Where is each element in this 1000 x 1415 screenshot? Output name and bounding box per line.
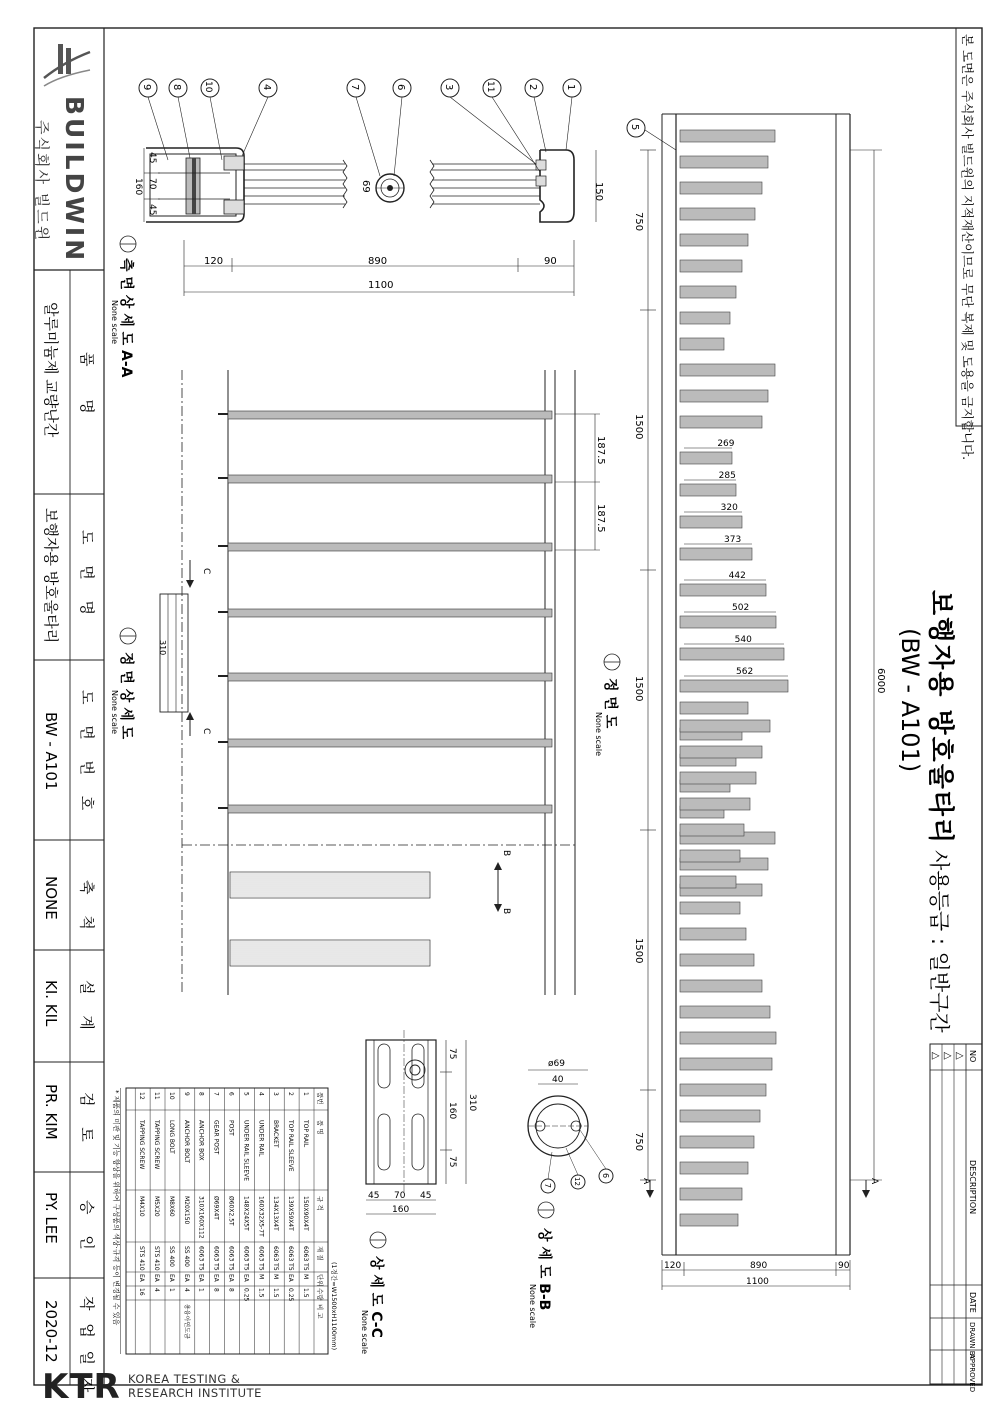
bom-cell: 8 bbox=[227, 1288, 235, 1292]
callouts bbox=[139, 79, 676, 176]
rev-mark-3: △ bbox=[930, 1052, 941, 1060]
review-label: 검 토 bbox=[78, 1092, 96, 1150]
front-view-rail bbox=[680, 980, 762, 992]
bom-cell: 5 bbox=[242, 1092, 250, 1096]
ktr-logo: KTR bbox=[42, 1367, 121, 1407]
callout-7: 7 bbox=[349, 84, 360, 91]
bom-unit-note: (1경간=W1500xH1100mm) bbox=[330, 1262, 338, 1351]
bom-cell: 1.5 bbox=[302, 1288, 309, 1298]
front-view-rail-labeled bbox=[680, 516, 742, 528]
front-view-rail bbox=[680, 130, 775, 142]
detail-bb-note: None scale bbox=[528, 1284, 537, 1329]
bom-cell: 6063 T5 bbox=[272, 1246, 280, 1271]
bom-cell: 150X90X4T bbox=[302, 1196, 309, 1231]
front-detail-rail-2 bbox=[228, 475, 552, 483]
bb-callout-12: 12 bbox=[573, 1177, 581, 1186]
side-view-title: 측 면 상 세 도 A-A bbox=[118, 258, 134, 378]
approve-label: 승 인 bbox=[78, 1200, 96, 1258]
bom-cell: Ø69X4T bbox=[212, 1196, 220, 1220]
bom-cell: 134X13X4T bbox=[272, 1196, 280, 1231]
bom-cell: EA bbox=[287, 1274, 295, 1282]
bom-cell: 6063 T5 bbox=[197, 1246, 205, 1271]
front-view-rail bbox=[680, 234, 748, 246]
callout-8: 8 bbox=[171, 84, 182, 91]
section-mark-c-1: C bbox=[201, 568, 211, 575]
callout-9: 9 bbox=[141, 84, 152, 91]
revision-table bbox=[930, 1044, 982, 1392]
front-view-rail-labeled bbox=[680, 484, 736, 496]
date-value: 2020-12 bbox=[42, 1300, 60, 1363]
bom-cell: TAPPING SCREW bbox=[138, 1120, 146, 1170]
bom-cell: UNDER RAIL SLEEVE bbox=[242, 1120, 250, 1182]
bom-cell: LONG BOLT bbox=[167, 1120, 175, 1154]
rev-mark-2: △ bbox=[942, 1052, 953, 1060]
front-view-rail-dim: 540 bbox=[734, 635, 752, 645]
front-view-rail bbox=[680, 182, 762, 194]
front-view-title: 정 면 도 bbox=[602, 678, 618, 729]
drawing-title-sub: (BW - A101) bbox=[896, 628, 924, 773]
detail-cc-view bbox=[360, 1030, 477, 1354]
front-view-rail-dim: 269 bbox=[717, 439, 735, 449]
bom-table bbox=[112, 1088, 339, 1354]
front-view-rail bbox=[680, 876, 736, 888]
front-view-rail-dim: 562 bbox=[736, 667, 754, 677]
bom-cell: EA bbox=[138, 1274, 146, 1282]
front-detail-dim-b: 187.5 bbox=[595, 504, 606, 533]
front-detail-view bbox=[110, 370, 606, 995]
front-view-rail-dim: 320 bbox=[720, 503, 738, 513]
bom-cell: TOP RAIL bbox=[302, 1120, 309, 1148]
side-dim-150: 150 bbox=[593, 182, 604, 202]
bom-cell: EA bbox=[182, 1274, 190, 1282]
bom-header-cell: 규 격 bbox=[316, 1196, 324, 1211]
front-dim-bottom-120: 120 bbox=[664, 1261, 682, 1271]
bom-cell: M8X60 bbox=[167, 1196, 175, 1217]
bom-cell: 6063 T5 bbox=[227, 1246, 235, 1271]
callout-3: 3 bbox=[443, 84, 454, 91]
bom-cell: 9 bbox=[182, 1092, 190, 1096]
front-view-rail bbox=[680, 798, 750, 810]
bom-header-cell: 단위 bbox=[316, 1274, 324, 1287]
rev-description-header: DESCRIPTION bbox=[968, 1160, 977, 1215]
bom-header-cell: 품번 bbox=[316, 1092, 324, 1105]
side-dim-1100: 1100 bbox=[368, 280, 394, 291]
front-view-rail bbox=[680, 286, 736, 298]
cc-dim-75-a: 75 bbox=[447, 1048, 457, 1060]
bom-cell: 6063 T5 bbox=[257, 1246, 265, 1271]
callout-10: 10 bbox=[203, 81, 213, 93]
bom-cell: BRACKET bbox=[272, 1120, 280, 1148]
bom-cell: 4 bbox=[153, 1288, 160, 1292]
front-view-rail bbox=[680, 1084, 766, 1096]
rev-date-header: DATE bbox=[968, 1292, 977, 1313]
front-view-rail bbox=[680, 1188, 742, 1200]
bom-cell: UNDER RAIL bbox=[257, 1120, 265, 1157]
front-view-rail bbox=[680, 156, 768, 168]
front-view-rail-labeled bbox=[680, 648, 784, 660]
front-view-rail-labeled bbox=[680, 548, 752, 560]
front-detail-rail-3 bbox=[228, 543, 552, 551]
bb-dim-40: 40 bbox=[552, 1075, 564, 1085]
ktr-line-2: RESEARCH INSTITUTE bbox=[128, 1386, 262, 1400]
section-mark-a-1: A bbox=[641, 1178, 651, 1185]
detail-cc-note: None scale bbox=[360, 1310, 369, 1355]
section-mark-b-1: B bbox=[501, 850, 511, 857]
bom-cell: TOP RAIL SLEEVE bbox=[287, 1120, 295, 1172]
side-dim-base-b: 70 bbox=[147, 178, 157, 190]
rev-mark-1: △ bbox=[954, 1052, 965, 1060]
company-logo bbox=[44, 44, 90, 86]
rev-approved-header: APPROVED bbox=[968, 1354, 976, 1393]
side-dim-120: 120 bbox=[204, 256, 224, 267]
drawing-name-value: 보행자용 방호울타리 bbox=[42, 508, 60, 644]
bom-cell: 139X59X4T bbox=[287, 1196, 295, 1231]
front-view-note: None scale bbox=[594, 712, 603, 757]
bom-cell: 0.25 bbox=[287, 1288, 295, 1302]
design-label: 설 계 bbox=[78, 980, 96, 1038]
bom-cell: M bbox=[272, 1274, 280, 1280]
front-view-rail bbox=[680, 208, 755, 220]
front-detail-rail-4 bbox=[228, 609, 552, 617]
bom-cell: EA bbox=[153, 1274, 160, 1282]
bom-cell: 10 bbox=[167, 1092, 175, 1100]
front-view-rail-labeled bbox=[680, 452, 732, 464]
front-view-rail bbox=[680, 824, 744, 836]
front-view-rail bbox=[680, 746, 762, 758]
front-dim-750-bottom: 750 bbox=[633, 1132, 644, 1152]
bom-cell: 1.5 bbox=[272, 1288, 280, 1298]
bom-cell: 1.5 bbox=[257, 1288, 265, 1298]
cc-dim-160-h: 160 bbox=[447, 1102, 457, 1120]
bom-cell: POST bbox=[227, 1120, 235, 1136]
front-view-rail bbox=[680, 954, 754, 966]
front-view-rail-labeled bbox=[680, 584, 766, 596]
front-view-rail-dim: 442 bbox=[728, 571, 746, 581]
bom-cell: 12 bbox=[138, 1092, 146, 1100]
front-view-rail-labeled bbox=[680, 680, 788, 692]
ktr-line-1: KOREA TESTING & bbox=[128, 1372, 241, 1386]
front-dim-1500-b: 1500 bbox=[633, 676, 644, 702]
bom-cell: 6063 T5 bbox=[302, 1246, 309, 1271]
cc-dim-75-b: 75 bbox=[447, 1156, 457, 1168]
side-section-view bbox=[110, 148, 604, 378]
section-mark-b-2: B bbox=[501, 908, 511, 915]
side-dim-base-total: 160 bbox=[133, 178, 143, 196]
front-detail-dim-a: 187.5 bbox=[595, 436, 606, 465]
front-dim-1500-a: 1500 bbox=[633, 414, 644, 440]
front-view-rail bbox=[680, 1110, 760, 1122]
front-view-rail-dim: 373 bbox=[724, 535, 742, 545]
review-value: PR. KIM bbox=[42, 1084, 60, 1140]
front-dim-bottom-90: 90 bbox=[838, 1261, 850, 1271]
front-view-rail bbox=[680, 772, 756, 784]
bb-callout-6: 6 bbox=[601, 1173, 610, 1179]
bom-cell: 1 bbox=[167, 1288, 175, 1292]
drawing-title-main: 보행자용 방호울타리 bbox=[925, 590, 955, 846]
bom-cell: 160X32X5-7T bbox=[257, 1196, 265, 1237]
front-view-rail-dim: 285 bbox=[718, 471, 736, 481]
front-detail-rail-5 bbox=[228, 673, 552, 681]
callout-6: 6 bbox=[395, 84, 406, 91]
front-detail-rail-1 bbox=[228, 411, 552, 419]
company-logo-text: BUILDWIN bbox=[60, 96, 89, 264]
front-view-rail bbox=[680, 1006, 770, 1018]
bom-cell: 3 bbox=[272, 1092, 280, 1096]
cc-dim-70: 70 bbox=[394, 1191, 406, 1201]
date-label: 작 업 일 자 bbox=[78, 1296, 96, 1397]
detail-bb-title: 상 세 도 B-B bbox=[536, 1228, 552, 1311]
bom-cell: EA bbox=[212, 1274, 220, 1282]
bom-cell: SS 400 bbox=[167, 1246, 175, 1267]
bom-cell: 2 bbox=[287, 1092, 295, 1096]
front-view-rail bbox=[680, 416, 762, 428]
bom-cell: M4X10 bbox=[138, 1196, 146, 1217]
bom-cell: M5X20 bbox=[153, 1196, 160, 1217]
front-view-rail bbox=[680, 260, 742, 272]
side-dim-base-c: 45 bbox=[147, 204, 157, 216]
detail-bb-view bbox=[528, 1059, 613, 1328]
front-view-rail bbox=[680, 338, 724, 350]
front-view-rail-dim: 502 bbox=[732, 603, 750, 613]
bom-cell: M bbox=[257, 1274, 265, 1280]
callout-5: 5 bbox=[629, 124, 640, 131]
bom-cell: EA bbox=[167, 1274, 175, 1282]
front-view-rail bbox=[680, 1058, 772, 1070]
bom-cell: 148X24X5T bbox=[242, 1196, 250, 1231]
bom-cell: EA bbox=[242, 1274, 250, 1282]
detail-cc-title: 상 세 도 C-C bbox=[368, 1256, 384, 1338]
side-dim-69: 69 bbox=[360, 180, 371, 193]
notice-box bbox=[956, 28, 982, 460]
bom-cell: 16 bbox=[138, 1288, 146, 1296]
bom-cell: 6063 T5 bbox=[287, 1246, 295, 1271]
bom-cell: STS 410 bbox=[138, 1246, 146, 1271]
ktr-institute-name bbox=[128, 1372, 262, 1400]
bom-cell: STS 410 bbox=[153, 1246, 160, 1271]
front-dim-1500-c: 1500 bbox=[633, 938, 644, 964]
bom-cell: SS 400 bbox=[182, 1246, 190, 1267]
front-view-rail bbox=[680, 850, 740, 862]
front-detail-dim-310: 310 bbox=[158, 640, 167, 656]
side-dim-90: 90 bbox=[544, 256, 557, 267]
front-dim-750-top: 750 bbox=[633, 212, 644, 232]
bom-cell: 1 bbox=[197, 1288, 205, 1292]
side-view-note: None scale bbox=[110, 300, 119, 345]
scale-value: NONE bbox=[42, 876, 60, 920]
drawing-no-value: BW - A101 bbox=[42, 712, 60, 791]
front-view-rail bbox=[680, 702, 748, 714]
bom-cell: 0.25 bbox=[242, 1288, 250, 1302]
front-view-rail bbox=[680, 364, 775, 376]
front-detail-note: None scale bbox=[110, 690, 119, 735]
cc-dim-45-a: 45 bbox=[368, 1191, 380, 1201]
section-mark-c-2: C bbox=[201, 728, 211, 735]
front-view-rails bbox=[680, 130, 788, 1226]
callout-2: 2 bbox=[527, 84, 538, 91]
bom-cell: 6063 T5 bbox=[242, 1246, 250, 1271]
bom-cell: ANCHOR BOLT bbox=[182, 1120, 190, 1164]
approve-value: PY. LEE bbox=[42, 1192, 60, 1244]
bom-cell: M20X150 bbox=[182, 1196, 190, 1225]
product-value: 알루미늄제 교량난간 bbox=[42, 302, 60, 438]
bom-header-cell: 비 고 bbox=[316, 1304, 324, 1319]
front-view-rail bbox=[680, 390, 768, 402]
bom-header-cell: 수량 bbox=[316, 1288, 324, 1301]
rev-no-header: NO bbox=[968, 1050, 977, 1063]
bom-cell: 7 bbox=[212, 1092, 220, 1096]
scale-label: 축 척 bbox=[78, 880, 96, 938]
bom-cell: 6 bbox=[227, 1092, 235, 1096]
side-dim-890: 890 bbox=[368, 256, 388, 267]
cc-dim-310: 310 bbox=[467, 1094, 477, 1112]
bom-cell: 4 bbox=[257, 1092, 265, 1096]
front-view-rail bbox=[680, 902, 740, 914]
front-detail-rail-6 bbox=[228, 739, 552, 747]
rev-drawn-header: DRAWN BY bbox=[968, 1322, 976, 1360]
bom-cell: EA bbox=[197, 1274, 205, 1282]
bb-dim-69: ø69 bbox=[548, 1059, 565, 1069]
cc-dim-45-b: 45 bbox=[420, 1191, 432, 1201]
front-view-rail bbox=[680, 928, 746, 940]
front-view-rail-labeled bbox=[680, 616, 776, 628]
bom-cell: ANCHOR BOX bbox=[197, 1120, 205, 1161]
bom-cell: 11 bbox=[153, 1092, 160, 1100]
side-dim-base-a: 45 bbox=[147, 152, 157, 164]
callout-11: 11 bbox=[485, 81, 495, 93]
bb-callout-7: 7 bbox=[543, 1183, 552, 1189]
bom-header-cell: 품 명 bbox=[316, 1120, 324, 1135]
bom-footnote: * 제품의 미관 및 기능 향상을 위하여 구성품의 색상·규격 등이 변경될 수 있음 bbox=[112, 1090, 120, 1326]
bom-cell: Ø60X2.5T bbox=[227, 1196, 235, 1226]
title-block bbox=[33, 28, 104, 1396]
bom-cell: GEAR POST bbox=[212, 1120, 220, 1155]
bom-cell: 8 bbox=[212, 1288, 220, 1292]
front-view-rail bbox=[680, 1136, 754, 1148]
bom-cell: 1 bbox=[302, 1092, 309, 1096]
usage-grade: 사용등급 : 일반구간 bbox=[927, 850, 951, 1033]
front-view bbox=[594, 114, 886, 1290]
front-detail-rails bbox=[218, 411, 552, 966]
section-mark-a-2: A bbox=[869, 1178, 879, 1185]
callout-1: 1 bbox=[565, 84, 576, 91]
bom-cell: 6063 T5 bbox=[212, 1246, 220, 1271]
callout-4: 4 bbox=[261, 84, 272, 91]
front-view-rail bbox=[680, 1162, 748, 1174]
bom-cell: TAPPING SCREW bbox=[153, 1120, 160, 1170]
bom-header-cell: 재 질 bbox=[316, 1246, 324, 1261]
front-dim-bottom-1100: 1100 bbox=[746, 1277, 769, 1287]
bom-cell: 용융아연도금 bbox=[182, 1304, 190, 1339]
front-detail-title: 정 면 상 세 도 bbox=[118, 652, 134, 740]
drawing-no-label: 도 면 번 호 bbox=[78, 690, 96, 819]
bom-cell: 310X160X112 bbox=[197, 1196, 205, 1239]
front-view-rail bbox=[680, 1032, 776, 1044]
drawing-name-label: 도 면 명 bbox=[78, 530, 96, 624]
company-name: 주식회사 빌드윈 bbox=[33, 120, 51, 243]
front-dim-bottom-890: 890 bbox=[750, 1261, 768, 1271]
bom-cell: EA bbox=[227, 1274, 235, 1282]
bom-cell: 8 bbox=[197, 1092, 205, 1096]
bom-cell: 4 bbox=[182, 1288, 190, 1292]
design-value: KI. KIL bbox=[42, 980, 60, 1027]
front-view-rail bbox=[680, 312, 730, 324]
front-detail-rail-7 bbox=[228, 805, 552, 813]
front-view-rail bbox=[680, 1214, 738, 1226]
front-view-rail bbox=[680, 720, 770, 732]
cc-dim-160-w: 160 bbox=[392, 1205, 410, 1215]
product-label: 품 명 bbox=[78, 352, 96, 428]
bom-cell: M bbox=[302, 1274, 309, 1280]
front-dim-6000: 6000 bbox=[875, 668, 886, 694]
copyright-notice: 본 도면은 주식회사 빌드윈의 지적재산이므로 무단 복제 및 도용을 금지합니다. bbox=[960, 34, 975, 461]
